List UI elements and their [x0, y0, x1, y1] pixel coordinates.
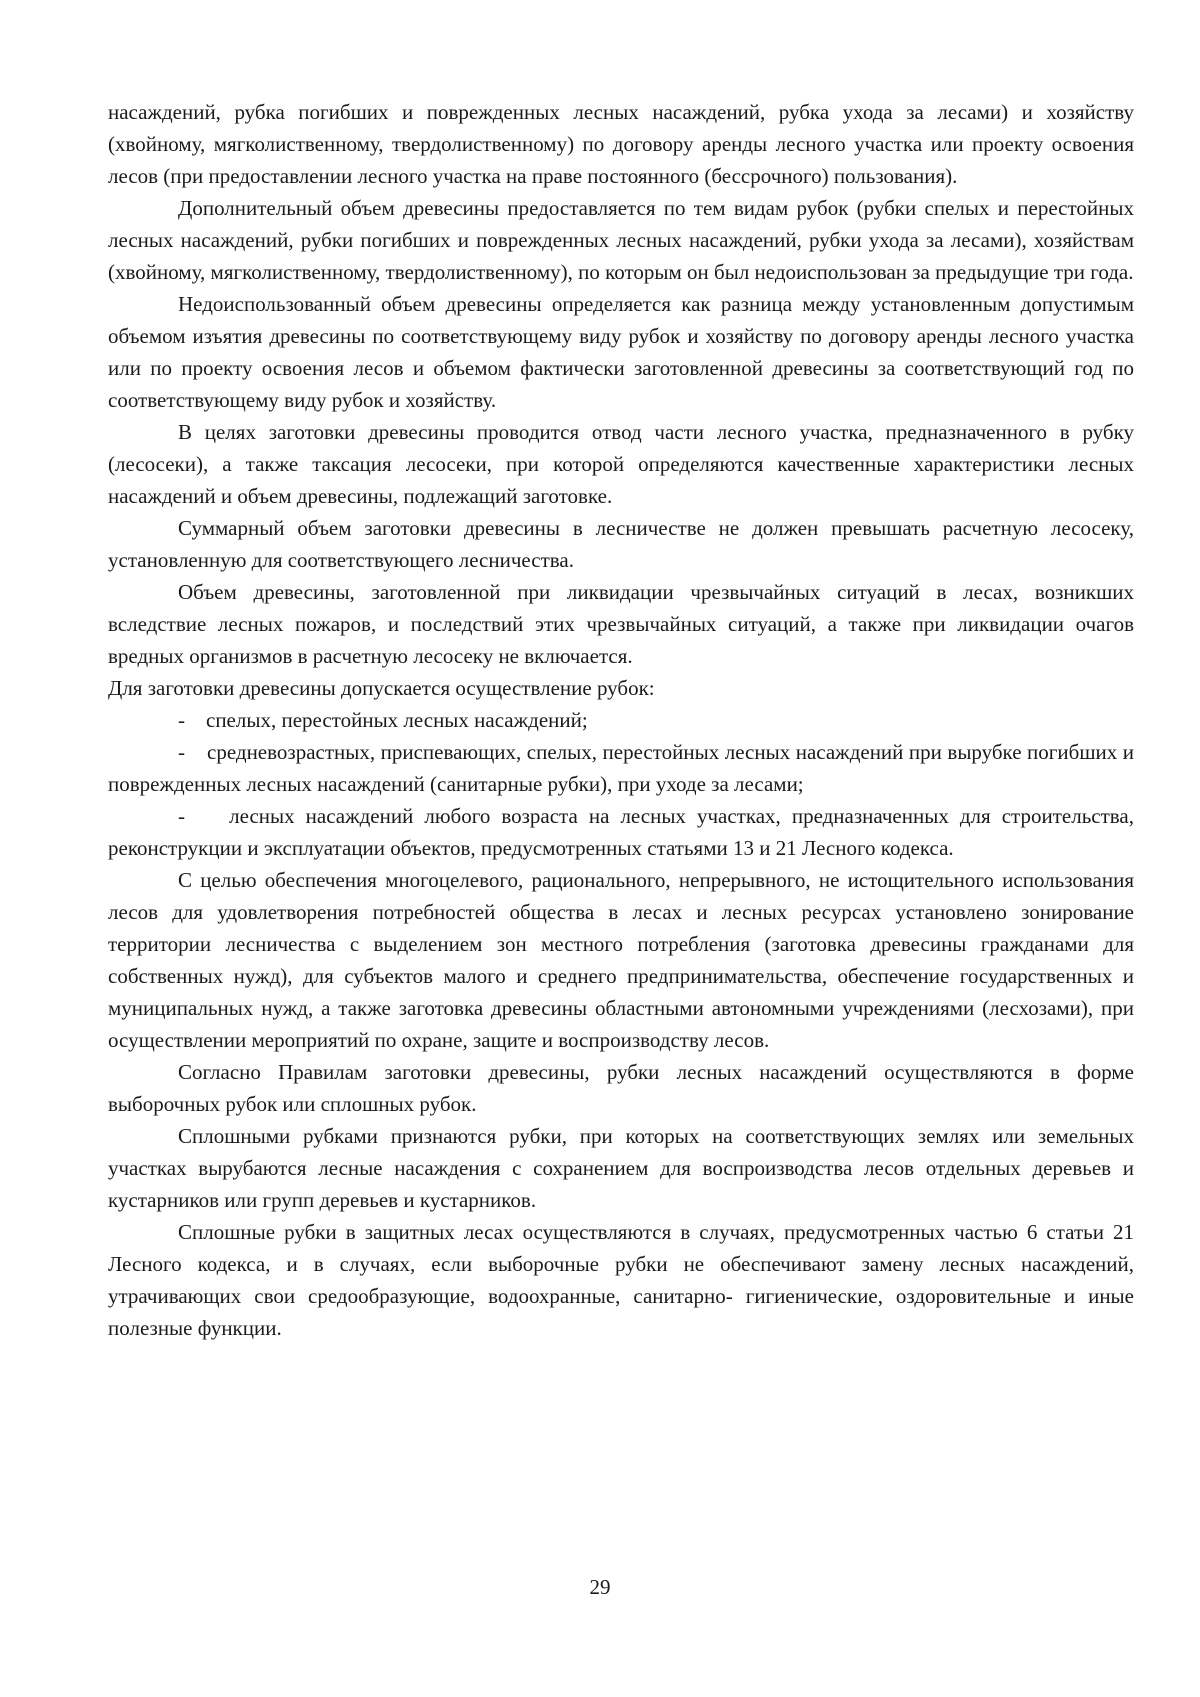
paragraph-continuation: насаждений, рубка погибших и поврежденных лесных насаждений, рубка ухода за лесами) и хозяйству (хвойному, мягколиственному, твердолиственному) по договору аренды лесного участка или проекту освоения лесов (при предоставлении лесного участка на праве постоянного (бессрочного) пользования).: [108, 100, 1134, 188]
paragraph-additional-volume: Дополнительный объем древесины предоставляется по тем видам рубок (рубки спелых и перестойных лесных насаждений, рубки погибших и поврежденных лесных насаждений, рубки ухода за лесами), хозяйствам (хвойному, мягколиственному, твердолиственному), по которым он был недоиспользован за предыдущие три года.: [108, 196, 1134, 284]
document-body: [108, 96, 1134, 1344]
paragraph-allotment: В целях заготовки древесины проводится отвод части лесного участка, предназначенного в рубку (лесосеки), а также таксация лесосеки, при которой определяются качественные характеристики лесных насаждений и объем древесины, подлежащий заготовке.: [108, 420, 1134, 508]
paragraph-rules: Согласно Правилам заготовки древесины, рубки лесных насаждений осуществляются в форме выборочных рубок или сплошных рубок.: [108, 1060, 1134, 1116]
list-item-sanitary-cuttings: - средневозрастных, приспевающих, спелых, перестойных лесных насаждений при вырубке погибших и поврежденных лесных насаждений (санитарные рубки), при уходе за лесами;: [108, 740, 1134, 796]
paragraph-clear-cuttings-definition: Сплошными рубками признаются рубки, при которых на соответствующих землях или земельных участках вырубаются лесные насаждения с сохранением для воспроизводства лесов отдельных деревьев и кустарников или групп деревьев и кустарников.: [108, 1124, 1134, 1212]
paragraph-allowed-cuttings-intro: Для заготовки древесины допускается осуществление рубок:: [108, 676, 655, 700]
paragraph-emergency-volume: Объем древесины, заготовленной при ликвидации чрезвычайных ситуаций в лесах, возникших вследствие лесных пожаров, и последствий этих чрезвычайных ситуаций, а также при ликвидации очагов вредных организмов в расчетную лесосеку не включается.: [108, 580, 1134, 668]
list-item-mature-stands: - спелых, перестойных лесных насаждений;: [178, 708, 588, 732]
paragraph-clear-cuttings-protective: Сплошные рубки в защитных лесах осуществляются в случаях, предусмотренных частью 6 статьи 21 Лесного кодекса, и в случаях, если выборочные рубки не обеспечивают замену лесных насаждений, утрачивающих свои средообразующие, водоохранные, санитарно- гигиенические, оздоровительные и иные полезные функции.: [108, 1220, 1134, 1340]
paragraph-total-volume: Суммарный объем заготовки древесины в лесничестве не должен превышать расчетную лесосеку, установленную для соответствующего лесничества.: [108, 516, 1134, 572]
paragraph-underused-volume: Недоиспользованный объем древесины определяется как разница между установленным допустимым объемом изъятия древесины по соответствующему виду рубок и хозяйству по договору аренды лесного участка или по проекту освоения лесов и объемом фактически заготовленной древесины за соответствующий год по соответствующему виду рубок и хозяйству.: [108, 292, 1134, 412]
list-item-construction-cuttings: - лесных насаждений любого возраста на лесных участках, предназначенных для строительства, реконструкции и эксплуатации объектов, предусмотренных статьями 13 и 21 Лесного кодекса.: [108, 804, 1134, 860]
paragraph-zoning: С целью обеспечения многоцелевого, рационального, непрерывного, не истощительного использования лесов для удовлетворения потребностей общества в лесах и лесных ресурсах установлено зонирование территории лесничества с выделением зон местного потребления (заготовка древесины гражданами для собственных нужд), для субъектов малого и среднего предпринимательства, обеспечение государственных и муниципальных нужд, а также заготовка древесины областными автономными учреждениями (лесхозами), при осуществлении мероприятий по охране, защите и воспроизводству лесов.: [108, 868, 1134, 1052]
page-number: 29: [589, 1575, 611, 1599]
